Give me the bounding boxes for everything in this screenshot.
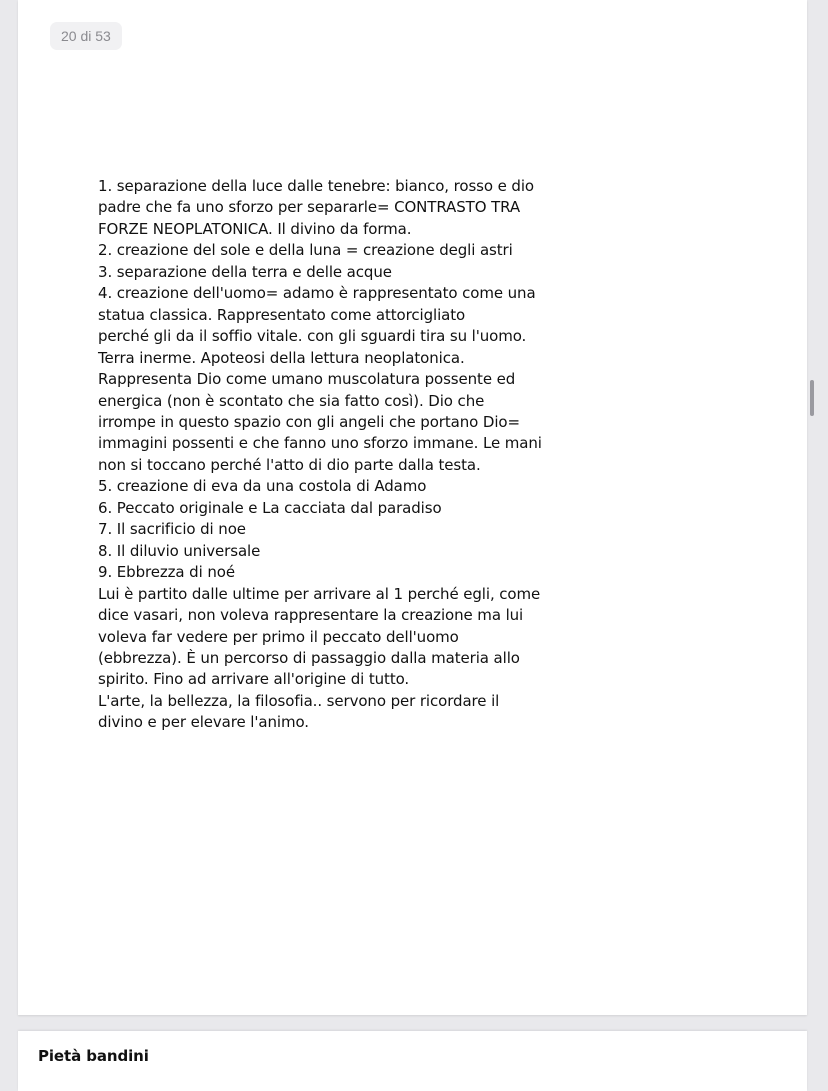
text-line: 8. Il diluvio universale xyxy=(98,541,261,560)
text-line: irrompe in questo spazio con gli angeli che portano Dio= xyxy=(98,412,520,431)
text-line: 2. creazione del sole e della luna = creazione degli astri xyxy=(98,241,513,260)
text-line: (ebbrezza). È un percorso di passaggio dalla materia allo xyxy=(98,648,520,667)
text-line: dice vasari, non voleva rappresentare la creazione ma lui xyxy=(98,606,524,625)
text-line: L'arte, la bellezza, la filosofia.. servono per ricordare il xyxy=(98,691,500,710)
text-line: Lui è partito dalle ultime per arrivare al 1 perché egli, come xyxy=(98,584,541,603)
text-line: 3. separazione della terra e delle acque xyxy=(98,262,392,281)
text-line: perché gli da il soffio vitale. con gli sguardi tira su l'uomo. xyxy=(98,327,527,346)
text-line: energica (non è scontato che sia fatto così). Dio che xyxy=(98,391,485,410)
text-line: 9. Ebbrezza di noé xyxy=(98,563,235,582)
text-line: divino e per elevare l'animo. xyxy=(98,713,309,732)
text-line: non si toccano perché l'atto di dio parte dalla testa. xyxy=(98,455,481,474)
page-counter-badge: 20 di 53 xyxy=(50,22,122,50)
text-line: Rappresenta Dio come umano muscolatura possente ed xyxy=(98,370,516,389)
next-document-page xyxy=(18,1031,807,1091)
text-line: immagini possenti e che fanno uno sforzo immane. Le mani xyxy=(98,434,542,453)
text-line: padre che fa uno sforzo per separarle= CONTRASTO TRA xyxy=(98,198,521,217)
next-page-title: Pietà bandini xyxy=(38,1047,149,1065)
text-line: voleva far vedere per primo il peccato dell'uomo xyxy=(98,627,459,646)
page-text xyxy=(98,176,658,734)
text-line: spirito. Fino ad arrivare all'origine di tutto. xyxy=(98,670,410,689)
text-line: 7. Il sacrificio di noe xyxy=(98,520,246,539)
text-line: 1. separazione della luce dalle tenebre: bianco, rosso e dio xyxy=(98,177,534,195)
text-line: FORZE NEOPLATONICA. Il divino da forma. xyxy=(98,219,412,238)
text-line: statua classica. Rappresentato come attorcigliato xyxy=(98,305,466,324)
text-line: 4. creazione dell'uomo= adamo è rappresentato come una xyxy=(98,284,536,303)
text-line: Terra inerme. Apoteosi della lettura neoplatonica. xyxy=(98,348,465,367)
text-line: 5. creazione di eva da una costola di Adamo xyxy=(98,477,427,496)
scrollbar-thumb[interactable] xyxy=(810,380,814,416)
document-page xyxy=(18,0,807,1015)
text-line: 6. Peccato originale e La cacciata dal paradiso xyxy=(98,498,442,517)
